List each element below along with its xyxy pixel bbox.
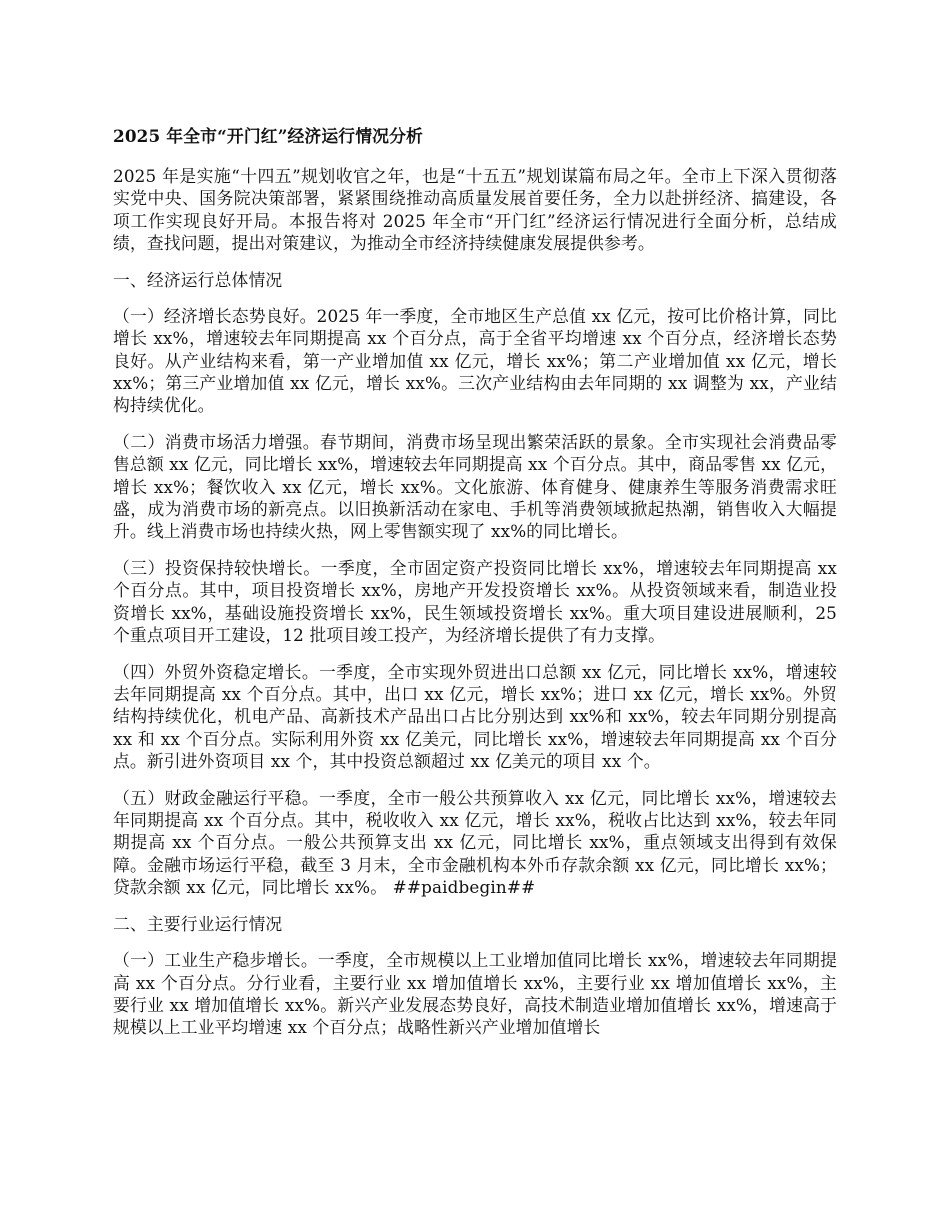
document-page — [113, 125, 837, 1053]
paragraph-investment: （三）投资保持较快增长。一季度，全市固定资产投资同比增长 xx%，增速较去年同期提高 xx 个百分点。其中，项目投资增长 xx%，房地产开发投资增长 xx%。从投资领域来看，制造业投资增长 xx%，基础设施投资增长 xx%，民生领域投资增长 xx%。重大项目建设进展顺利，25 个重点项目开工建设，12 批项目竣工投产，为经济增长提供了有力支撑。 — [113, 558, 837, 645]
paragraph-consumption: （二）消费市场活力增强。春节期间，消费市场呈现出繁荣活跃的景象。全市实现社会消费品零售总额 xx 亿元，同比增长 xx%，增速较去年同期提高 xx 个百分点。其中，商品零售 xx 亿元，增长 xx%；餐饮收入 xx 亿元，增长 xx%。文化旅游、体育健身、健康养生等服务消费需求旺盛，成为消费市场的新亮点。以旧换新活动在家电、手机等消费领域掀起热潮，销售收入大幅提升。线上消费市场也持续火热，网上零售额实现了 xx%的同比增长。 — [113, 432, 837, 542]
intro-paragraph: 2025 年是实施“十四五”规划收官之年，也是“十五五”规划谋篇布局之年。全市上下深入贯彻落实党中央、国务院决策部署，紧紧围绕推动高质量发展首要任务，全力以赴拼经济、搞建设，各项工作实现良好开局。本报告将对 2025 年全市“开门红”经济运行情况进行全面分析，总结成绩，查找问题，提出对策建议，为推动全市经济持续健康发展提供参考。 — [113, 166, 837, 253]
paragraph-economic-growth: （一）经济增长态势良好。2025 年一季度，全市地区生产总值 xx 亿元，按可比价格计算，同比增长 xx%，增速较去年同期提高 xx 个百分点，高于全省平均增速 xx 个百分点，经济增长态势良好。从产业结构来看，第一产业增加值 xx 亿元，增长 xx%；第二产业增加值 xx 亿元，增长 xx%；第三产业增加值 xx 亿元，增长 xx%。三次产业结构由去年同期的 xx 调整为 xx，产业结构持续优化。 — [113, 306, 837, 416]
paragraph-foreign-trade: （四）外贸外资稳定增长。一季度，全市实现外贸进出口总额 xx 亿元，同比增长 xx%，增速较去年同期提高 xx 个百分点。其中，出口 xx 亿元，增长 xx%；进口 xx 亿元，增长 xx%。外贸结构持续优化，机电产品、高新技术产品出口占比分别达到 xx%和 xx%，较去年同期分别提高 xx 和 xx 个百分点。实际利用外资 xx 亿美元，同比增长 xx%，增速较去年同期提高 xx 个百分点。新引进外资项目 xx 个，其中投资总额超过 xx 亿美元的项目 xx 个。 — [113, 662, 837, 771]
document-title: 2025 年全市“开门红”经济运行情况分析 — [113, 126, 423, 146]
section-heading-industries: 二、主要行业运行情况 — [113, 914, 283, 935]
paragraph-industrial-production: （一）工业生产稳步增长。一季度，全市规模以上工业增加值同比增长 xx%，增速较去年同期提高 xx 个百分点。分行业看，主要行业 xx 增加值增长 xx%，主要行业 xx 增加值增长 xx%，主要行业 xx 增加值增长 xx%。新兴产业发展态势良好，高技术制造业增加值增长 xx%，增速高于规模以上工业平均增速 xx 个百分点；战略性新兴产业增加值增长 — [113, 950, 837, 1037]
section-heading-overall: 一、经济运行总体情况 — [113, 270, 283, 291]
paragraph-finance: （五）财政金融运行平稳。一季度，全市一般公共预算收入 xx 亿元，同比增长 xx%，增速较去年同期提高 xx 个百分点。其中，税收收入 xx 亿元，增长 xx%，税收占比达到 xx%，较去年同期提高 xx 个百分点。一般公共预算支出 xx 亿元，同比增长 xx%，重点领域支出得到有效保障。金融市场运行平稳，截至 3 月末，全市金融机构本外币存款余额 xx 亿元，同比增长 xx%；贷款余额 xx 亿元，同比增长 xx%。 ##paidbegin## — [113, 788, 837, 897]
